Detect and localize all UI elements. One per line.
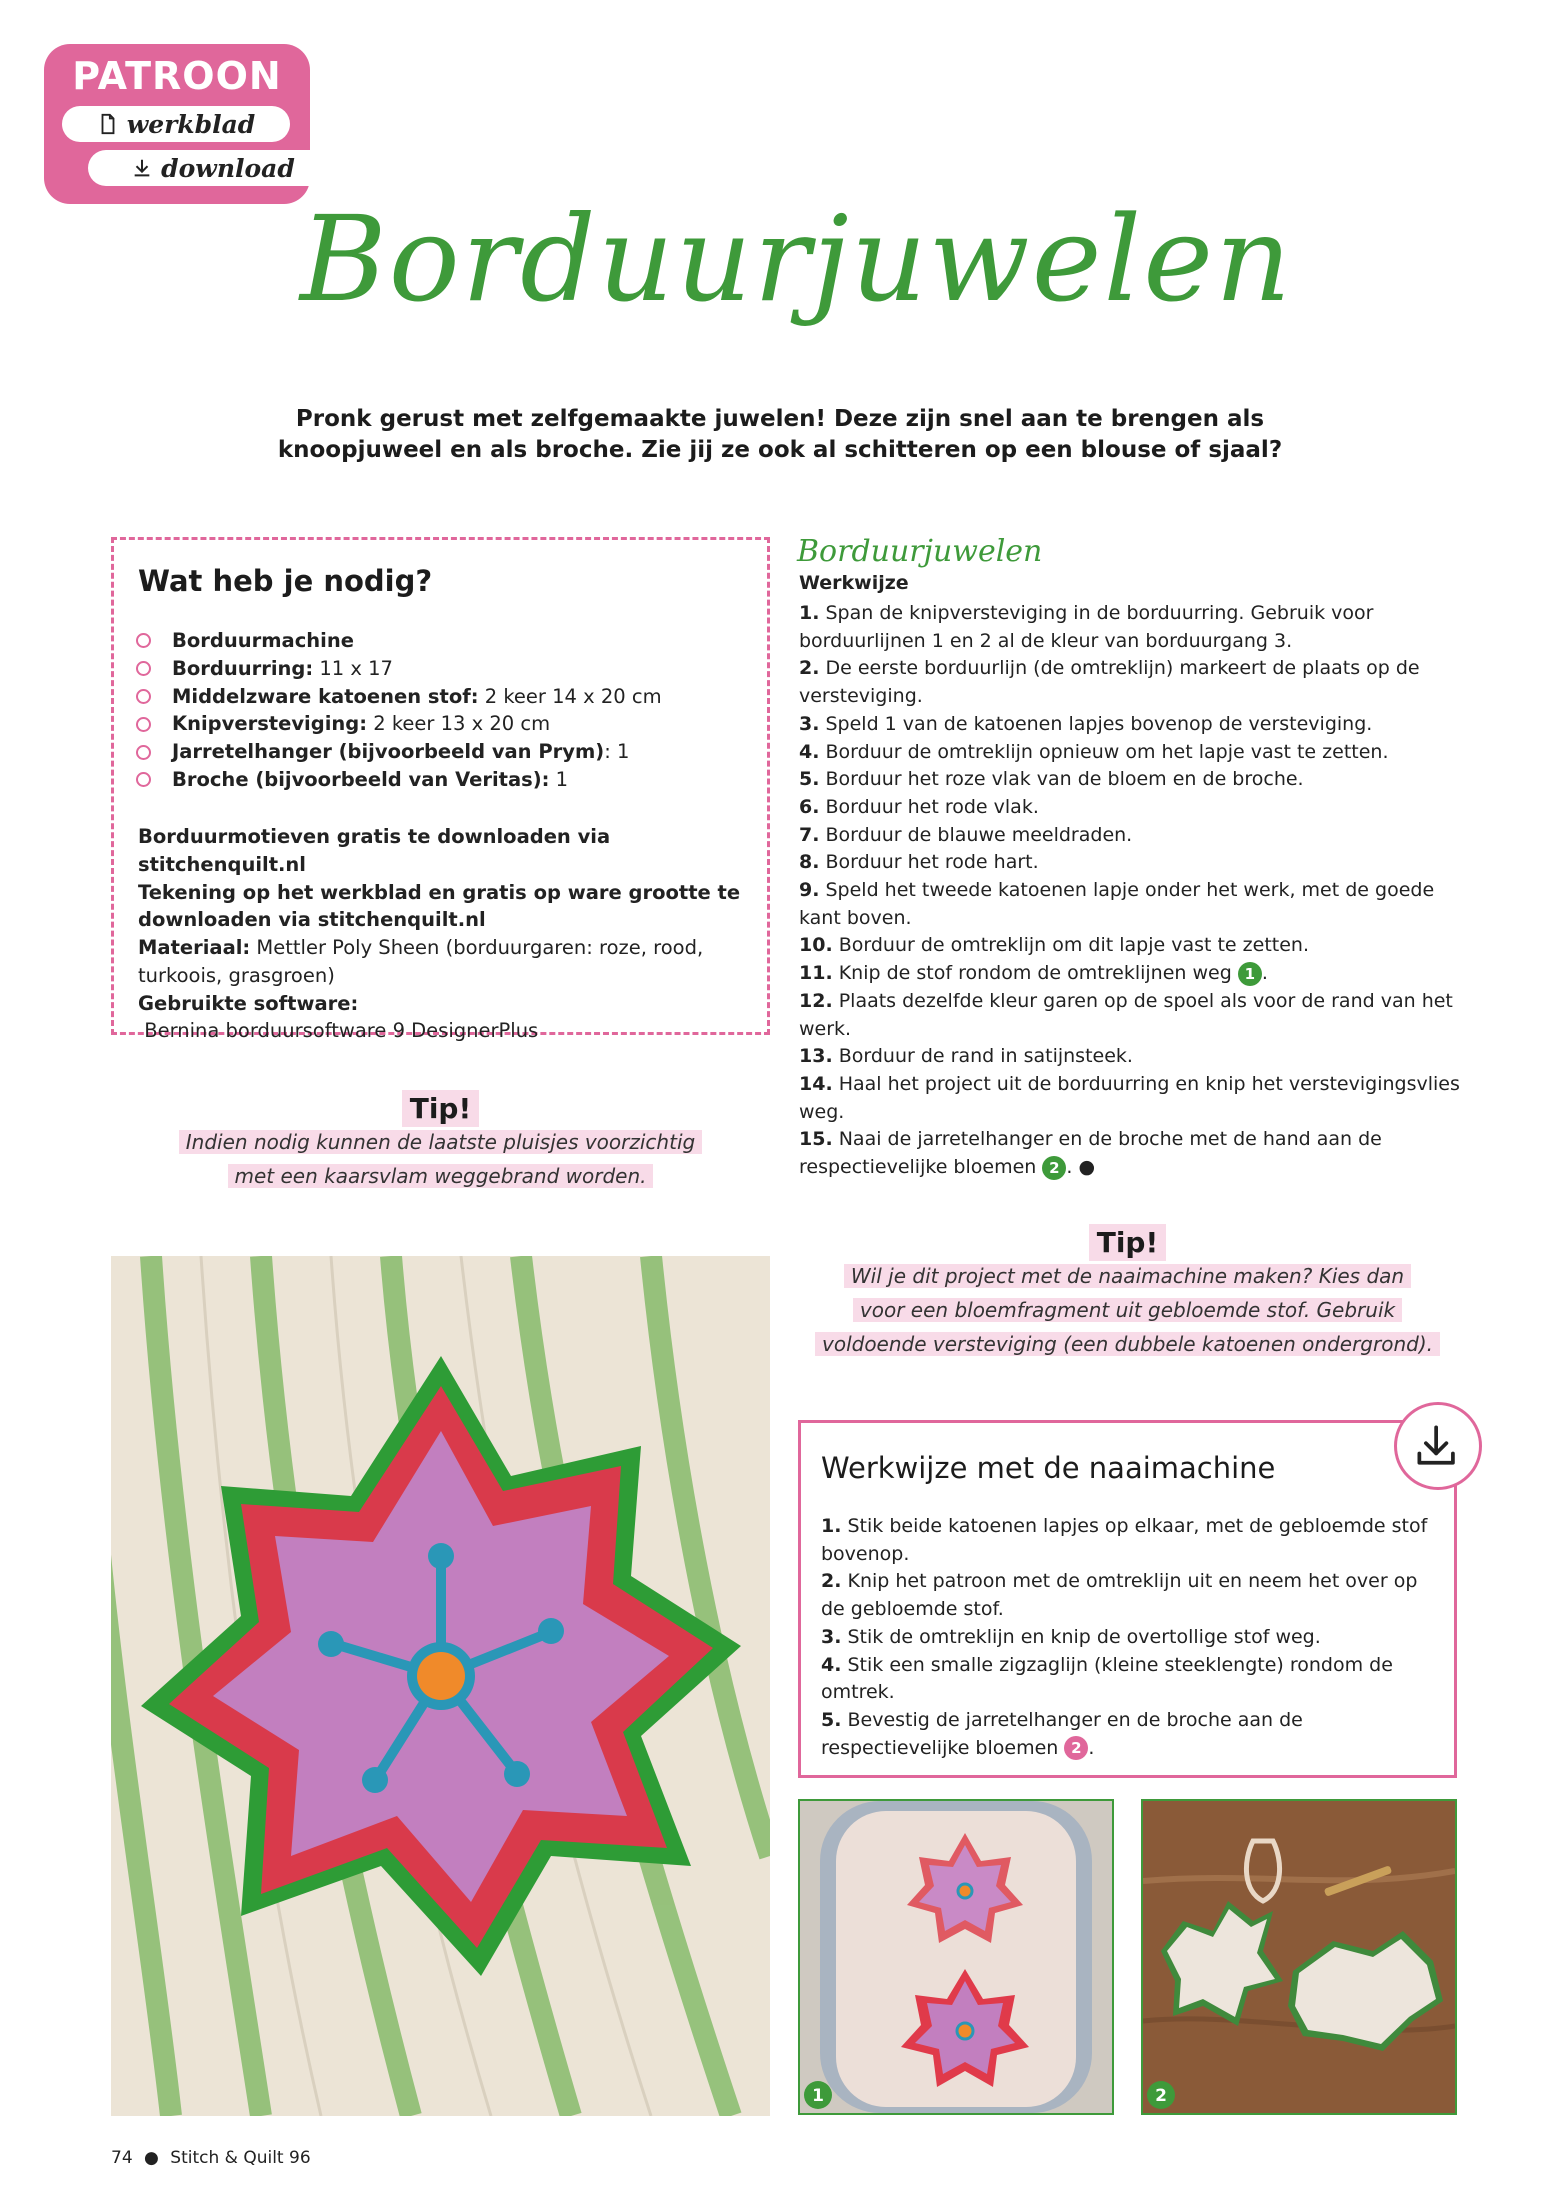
photo-number-label: 1 [812, 2086, 824, 2106]
step: 12. Plaats dezelfde kleur garen op de spoel als voor de rand van het werk. [799, 989, 1453, 1040]
item-label: Knipversteviging: [172, 712, 368, 736]
tip-line: voldoende versteviging (een dubbele katoenen ondergrond). [815, 1332, 1440, 1356]
download-info [138, 823, 758, 934]
bullet-icon [136, 745, 151, 760]
page-title: Borduurjuwelen [300, 190, 1294, 328]
instructions-subheading: Werkwijze [799, 572, 909, 594]
tip-line: Indien nodig kunnen de laatste pluisjes voorzichtig [179, 1130, 702, 1154]
bullet-icon [136, 717, 151, 732]
brooch-photo [111, 1256, 770, 2116]
magazine-name: Stitch & Quilt 96 [170, 2148, 311, 2168]
step: 6. Borduur het rode vlak. [799, 795, 1039, 818]
photo-number-label: 2 [1155, 2086, 1167, 2106]
hoop-image [800, 1801, 1112, 2113]
material-info [138, 934, 758, 1045]
werkblad-link[interactable] [62, 106, 290, 142]
tip-line: met een kaarsvlam weggebrand worden. [228, 1164, 654, 1188]
document-icon [97, 113, 119, 135]
materials-item [136, 710, 662, 738]
instructions-heading: Borduurjuwelen [797, 534, 1043, 569]
download-label: download [161, 153, 295, 183]
step: 5. Bevestig de jarretelhanger en de broche aan de respectievelijke bloemen 2 . [821, 1708, 1303, 1759]
bullet-icon [136, 661, 151, 676]
materials-item [136, 627, 662, 655]
bullet-icon [136, 633, 151, 648]
software-value: Bernina borduursoftware 9 DesignerPlus [138, 1019, 539, 1043]
step: 13. Borduur de rand in satijnsteek. [799, 1045, 1133, 1068]
materials-item [136, 766, 662, 794]
step: 7. Borduur de blauwe meeldraden. [799, 823, 1133, 846]
materials-heading: Wat heb je nodig? [138, 564, 433, 598]
tip-title: Tip! [1089, 1224, 1167, 1261]
material-value: turkoois, grasgroen) [138, 963, 335, 987]
item-value: 2 keer 13 x 20 cm [367, 712, 551, 736]
process-photo-1 [798, 1799, 1114, 2115]
machine-heading: Werkwijze met de naaimachine [821, 1451, 1276, 1485]
materials-list [136, 627, 662, 794]
process-photo-2 [1141, 1799, 1457, 2115]
page-number: 74 [111, 2148, 133, 2168]
intro-line: knoopjuweel en als broche. Zie jij ze ook al schitteren op een blouse of sjaal? [277, 437, 1283, 463]
material-value: Mettler Poly Sheen (borduurgaren: roze, rood, [250, 936, 704, 959]
bullet-icon [136, 689, 151, 704]
badge-title: PATROON [72, 54, 282, 98]
item-value: 1 [549, 767, 569, 791]
step: 5. Borduur het roze vlak van de bloem en de broche. [799, 768, 1304, 791]
bullet-icon [136, 772, 151, 787]
tip-line: Wil je dit project met de naaimachine maken? Kies dan [844, 1264, 1411, 1288]
tip-line: voor een bloemfragment uit gebloemde stof. Gebruik [853, 1298, 1402, 1322]
item-value: 11 x 17 [313, 656, 393, 680]
step: 2. Knip het patroon met de omtreklijn uit en neem het over op de gebloemde stof. [821, 1570, 1418, 1621]
materials-item [136, 738, 662, 766]
werkblad-label: werkblad [126, 109, 256, 139]
page-footer [111, 2148, 311, 2168]
step: 4. Stik een smalle zigzaglijn (kleine steeklengte) rondom de omtrek. [821, 1653, 1393, 1704]
download-info-line: Borduurmotieven gratis te downloaden via stitchenquilt.nl [138, 825, 611, 876]
item-value: : 1 [604, 740, 630, 764]
intro-text [240, 404, 1320, 466]
step: 3. Stik de omtreklijn en knip de overtollige stof weg. [821, 1625, 1321, 1648]
tip-title: Tip! [402, 1090, 480, 1127]
download-icon [131, 157, 153, 179]
step: 2. De eerste borduurlijn (de omtreklijn) markeert de plaats op de versteviging. [799, 657, 1420, 708]
download-info-line: downloaden via stitchenquilt.nl [138, 908, 486, 932]
pattern-badge [44, 44, 310, 204]
sewing-machine-box [798, 1420, 1457, 1778]
download-button[interactable] [1394, 1402, 1482, 1490]
embroidered-flower-image [111, 1256, 770, 2116]
materials-box [111, 537, 770, 1043]
step: 1. Stik beide katoenen lapjes op elkaar, met de gebloemde stof bovenop. [821, 1515, 1428, 1565]
item-label: Middelzware katoenen stof: [172, 684, 479, 708]
bullet-separator: ● [144, 2148, 159, 2168]
step: 10. Borduur de omtreklijn om dit lapje vast te zetten. [799, 934, 1309, 957]
step: 11. Knip de stof rondom de omtreklijnen weg 1 . [799, 962, 1268, 985]
photo-ref-badge: 2 [1064, 1736, 1088, 1760]
step: 14. Haal het project uit de borduurring en knip het verstevigingsvlies weg. [799, 1072, 1460, 1123]
step: 4. Borduur de omtreklijn opnieuw om het lapje vast te zetten. [799, 740, 1389, 763]
tip-box [111, 1092, 770, 1193]
download-info-line: Tekening op het werkblad en gratis op ware grootte te [138, 880, 741, 904]
item-label: Broche (bijvoorbeeld van Veritas): [172, 767, 550, 791]
intro-line: Pronk gerust met zelfgemaakte juwelen! Deze zijn snel aan te brengen als [295, 406, 1265, 432]
download-icon [1397, 1405, 1479, 1487]
item-label: Jarretelhanger (bijvoorbeeld van Prym) [172, 740, 605, 764]
cut-pieces-image [1143, 1801, 1455, 2113]
photo-ref-badge: 2 [1042, 1156, 1066, 1180]
tip-box [798, 1226, 1457, 1361]
step: 9. Speld het tweede katoenen lapje onder het werk, met de goede kant boven. [799, 879, 1435, 929]
materials-item [136, 683, 662, 711]
step: 8. Borduur het rode hart. [799, 851, 1039, 874]
photo-ref-badge: 1 [1238, 962, 1262, 986]
step: 3. Speld 1 van de katoenen lapjes bovenop de versteviging. [799, 712, 1373, 735]
instructions-list [799, 600, 1464, 1182]
step: 15. Naai de jarretelhanger en de broche met de hand aan de respectievelijke bloemen 2 . ● [799, 1128, 1382, 1179]
item-label: Borduurmachine [172, 629, 354, 652]
material-label: Materiaal: [138, 936, 251, 959]
software-label: Gebruikte software: [138, 991, 359, 1015]
machine-steps [821, 1513, 1441, 1762]
step: 1. Span de knipversteviging in de borduurring. Gebruik voor borduurlijnen 1 en 2 al de kleur van borduurgang 3. [799, 602, 1374, 652]
item-label: Borduurring: [172, 656, 314, 680]
download-link[interactable] [88, 150, 338, 186]
materials-item [136, 655, 662, 683]
item-value: 2 keer 14 x 20 cm [478, 684, 662, 708]
